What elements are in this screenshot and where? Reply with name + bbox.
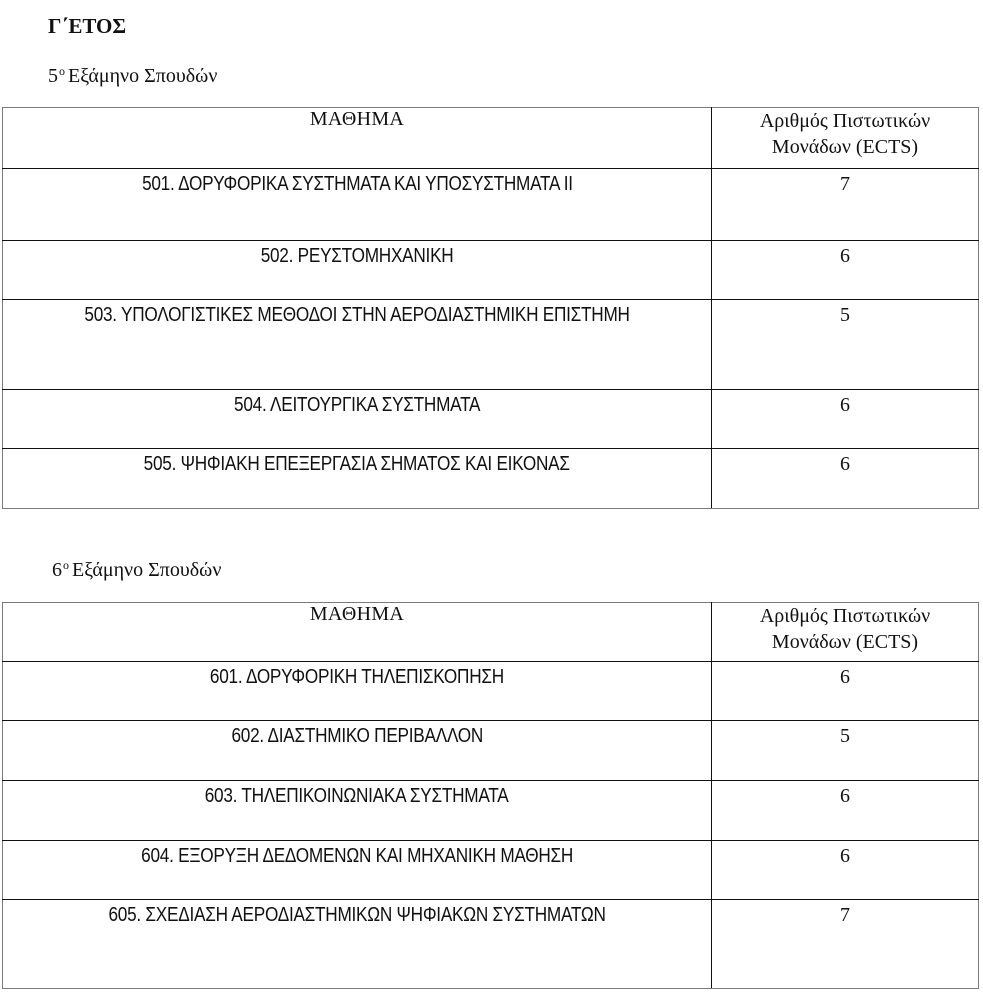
course-name <box>3 900 712 989</box>
semester-label: Εξάμηνο Σπουδών <box>68 65 218 87</box>
semester-number: 6 <box>52 559 62 581</box>
ects-value: 6 <box>712 662 979 721</box>
course-name-text: 605. ΣΧΕΔΙΑΣΗ ΑΕΡΟΔΙΑΣΤΗΜΙΚΩΝ ΨΗΦΙΑΚΩΝ ΣΥΣΤΗΜΑΤΩΝ <box>108 904 606 926</box>
ects-header-line2: Μονάδων (ECTS) <box>771 631 919 653</box>
ects-value: 5 <box>712 300 979 390</box>
course-name <box>3 241 712 300</box>
ects-value: 6 <box>712 841 979 900</box>
ects-value: 6 <box>712 390 979 449</box>
course-name-text: 502. ΡΕΥΣΤΟΜΗΧΑΝΙΚΗ <box>260 245 454 267</box>
ects-header-line1: Αριθμός Πιστωτικών <box>759 110 931 132</box>
course-name-text: 504. ΛΕΙΤΟΥΡΓΙΚΑ ΣΥΣΤΗΜΑΤΑ <box>233 394 481 416</box>
semester-5-title <box>48 64 217 88</box>
ects-header-line1: Αριθμός Πιστωτικών <box>759 605 931 627</box>
table-header-row <box>3 603 979 662</box>
course-name <box>3 841 712 900</box>
ects-value: 6 <box>712 781 979 841</box>
course-name <box>3 300 712 390</box>
semester-6-course-table <box>2 602 979 989</box>
table-row <box>3 841 979 900</box>
semester-label: Εξάμηνο Σπουδών <box>72 559 222 581</box>
ects-column-header <box>712 108 979 169</box>
ordinal-suffix: ο <box>59 64 65 78</box>
ects-value: 5 <box>712 721 979 781</box>
course-name <box>3 721 712 781</box>
course-name <box>3 449 712 509</box>
course-name <box>3 662 712 721</box>
course-name-text: 501. ΔΟΡΥΦΟΡΙΚΑ ΣΥΣΤΗΜΑΤΑ ΚΑΙ ΥΠΟΣΥΣΤΗΜΑΤΑ ΙΙ <box>141 173 573 195</box>
table-row <box>3 300 979 390</box>
course-name-text: 503. ΥΠΟΛΟΓΙΣΤΙΚΕΣ ΜΕΘΟΔΟΙ ΣΤΗΝ ΑΕΡΟΔΙΑΣΤΗΜΙΚΗ ΕΠΙΣΤΗΜΗ <box>84 304 630 326</box>
table-row <box>3 721 979 781</box>
table-row <box>3 241 979 300</box>
course-column-header: ΜΑΘΗΜΑ <box>3 108 712 169</box>
course-name-text: 604. ΕΞΟΡΥΞΗ ΔΕΔΟΜΕΝΩΝ ΚΑΙ ΜΗΧΑΝΙΚΗ ΜΑΘΗΣΗ <box>141 845 573 867</box>
course-name-text: 602. ΔΙΑΣΤΗΜΙΚΟ ΠΕΡΙΒΑΛΛΟΝ <box>231 725 483 747</box>
ects-value: 6 <box>712 449 979 509</box>
ects-value: 6 <box>712 241 979 300</box>
course-name-text: 601. ΔΟΡΥΦΟΡΙΚΗ ΤΗΛΕΠΙΣΚΟΠΗΣΗ <box>210 666 504 688</box>
ects-header-line2: Μονάδων (ECTS) <box>771 136 919 158</box>
semester-5-course-table <box>2 107 979 509</box>
table-row <box>3 390 979 449</box>
year-title: Γ΄ΕΤΟΣ <box>48 14 127 38</box>
course-name <box>3 169 712 241</box>
table-row <box>3 169 979 241</box>
ects-value: 7 <box>712 169 979 241</box>
table-row <box>3 662 979 721</box>
table-row <box>3 781 979 841</box>
ects-value: 7 <box>712 900 979 989</box>
course-name <box>3 781 712 841</box>
table-row <box>3 449 979 509</box>
table-row <box>3 900 979 989</box>
table-header-row <box>3 108 979 169</box>
ordinal-suffix: ο <box>63 558 69 572</box>
semester-number: 5 <box>48 65 58 87</box>
course-column-header: ΜΑΘΗΜΑ <box>3 603 712 662</box>
course-name <box>3 390 712 449</box>
ects-column-header <box>712 603 979 662</box>
course-name-text: 505. ΨΗΦΙΑΚΗ ΕΠΕΞΕΡΓΑΣΙΑ ΣΗΜΑΤΟΣ ΚΑΙ ΕΙΚΟΝΑΣ <box>143 453 571 475</box>
semester-6-title <box>52 558 221 582</box>
course-name-text: 603. ΤΗΛΕΠΙΚΟΙΝΩΝΙΑΚΑ ΣΥΣΤΗΜΑΤΑ <box>205 785 509 807</box>
